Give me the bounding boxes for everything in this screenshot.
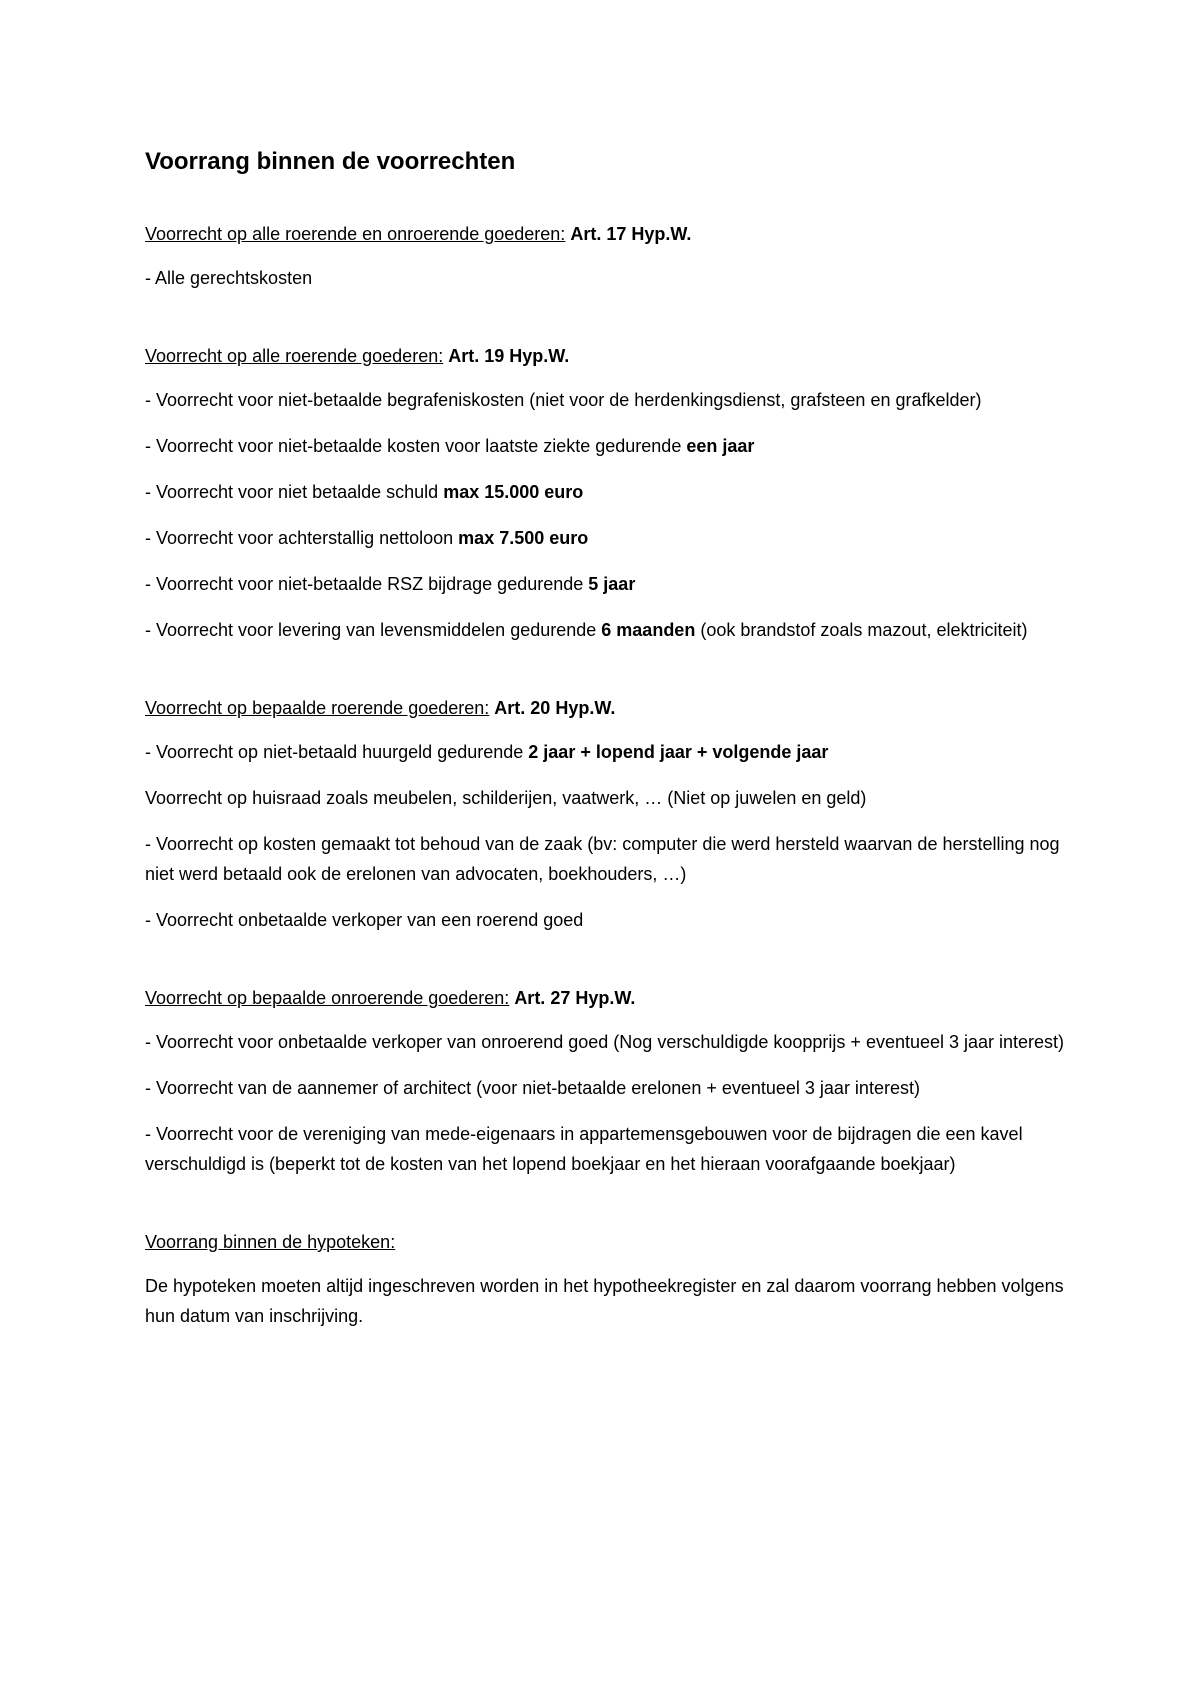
list-item-emphasis: 5 jaar <box>588 574 636 594</box>
list-item-text: - Voorrecht voor niet-betaalde RSZ bijdrage gedurende <box>145 574 589 594</box>
list-item <box>145 1119 1075 1179</box>
document-page <box>145 145 1075 1331</box>
list-item <box>145 523 1075 553</box>
list-item-text: - Voorrecht voor onbetaalde verkoper van onroerend goed (Nog verschuldigde koopprijs + eventueel 3 jaar interest) <box>145 1032 1065 1052</box>
list-item-emphasis: max 15.000 euro <box>443 482 584 502</box>
section-heading-text: Voorrecht op bepaalde roerende goederen: <box>145 698 490 718</box>
section-article: Art. 27 Hyp.W. <box>514 988 636 1008</box>
section-heading-text: Voorrecht op alle roerende goederen: <box>145 346 444 366</box>
section-heading <box>145 341 1075 371</box>
section-heading <box>145 219 1075 249</box>
list-item-text: - Voorrecht op niet-betaald huurgeld gedurende <box>145 742 529 762</box>
section-article: Art. 17 Hyp.W. <box>570 224 692 244</box>
section-article: Art. 20 Hyp.W. <box>494 698 616 718</box>
list-item-text: - Voorrecht voor de vereniging van mede-eigenaars in appartemensgebouwen voor de bijdragen die een kavel verschuldigd is (beperkt tot de kosten van het lopend boekjaar en het hieraan voorafgaande boekjaar) <box>145 1124 1023 1174</box>
list-item-text: - Voorrecht op kosten gemaakt tot behoud van de zaak (bv: computer die werd hersteld waarvan de herstelling nog niet werd betaald ook de erelonen van advocaten, boekhouders, …) <box>145 834 1060 884</box>
list-item <box>145 569 1075 599</box>
list-item-emphasis: 6 maanden <box>601 620 696 640</box>
list-item <box>145 615 1075 645</box>
list-item-text: - Voorrecht voor levering van levensmiddelen gedurende <box>145 620 602 640</box>
list-item <box>145 431 1075 461</box>
section-hypotheken <box>145 1227 1075 1331</box>
section-heading-text: Voorrecht op bepaalde onroerende goederen: <box>145 988 510 1008</box>
list-item-text: - Voorrecht voor niet betaalde schuld <box>145 482 444 502</box>
section-article: Art. 19 Hyp.W. <box>448 346 570 366</box>
hypotheken-paragraph: De hypoteken moeten altijd ingeschreven worden in het hypotheekregister en zal daarom voorrang hebben volgens hun datum van inschrijving. <box>145 1276 1064 1326</box>
list-item-emphasis: 2 jaar + lopend jaar + volgende jaar <box>528 742 829 762</box>
section-heading <box>145 693 1075 723</box>
list-item <box>145 263 1075 293</box>
list-item <box>145 783 1075 813</box>
section-heading <box>145 983 1075 1013</box>
list-item <box>145 1073 1075 1103</box>
section-heading-text: Voorrang binnen de hypoteken: <box>145 1232 396 1252</box>
list-item-text: - Voorrecht voor achterstallig nettoloon <box>145 528 459 548</box>
section-3 <box>145 693 1075 935</box>
section-2 <box>145 341 1075 645</box>
list-item-text: - Voorrecht voor niet-betaalde begrafeniskosten (niet voor de herdenkingsdienst, grafsteen en grafkelder) <box>145 390 982 410</box>
list-item <box>145 737 1075 767</box>
list-item-text: - Voorrecht van de aannemer of architect (voor niet-betaalde erelonen + eventueel 3 jaar interest) <box>145 1078 920 1098</box>
list-item-emphasis: max 7.500 euro <box>458 528 589 548</box>
list-item <box>145 1027 1075 1057</box>
section-1 <box>145 219 1075 293</box>
list-item-text: (ook brandstof zoals mazout, elektriciteit) <box>695 620 1028 640</box>
section-heading-text: Voorrecht op alle roerende en onroerende goederen: <box>145 224 566 244</box>
list-item-emphasis: een jaar <box>686 436 755 456</box>
list-item-text: - Voorrecht voor niet-betaalde kosten voor laatste ziekte gedurende <box>145 436 687 456</box>
section-4 <box>145 983 1075 1179</box>
list-item <box>145 477 1075 507</box>
document-title: Voorrang binnen de voorrechten <box>145 148 516 175</box>
sections-container <box>145 219 1075 1179</box>
list-item <box>145 905 1075 935</box>
list-item-text: - Alle gerechtskosten <box>145 268 313 288</box>
list-item <box>145 829 1075 889</box>
list-item-text: Voorrecht op huisraad zoals meubelen, schilderijen, vaatwerk, … (Niet op juwelen en geld) <box>145 788 867 808</box>
list-item <box>145 385 1075 415</box>
section-heading <box>145 1227 1075 1257</box>
list-item-text: - Voorrecht onbetaalde verkoper van een roerend goed <box>145 910 584 930</box>
